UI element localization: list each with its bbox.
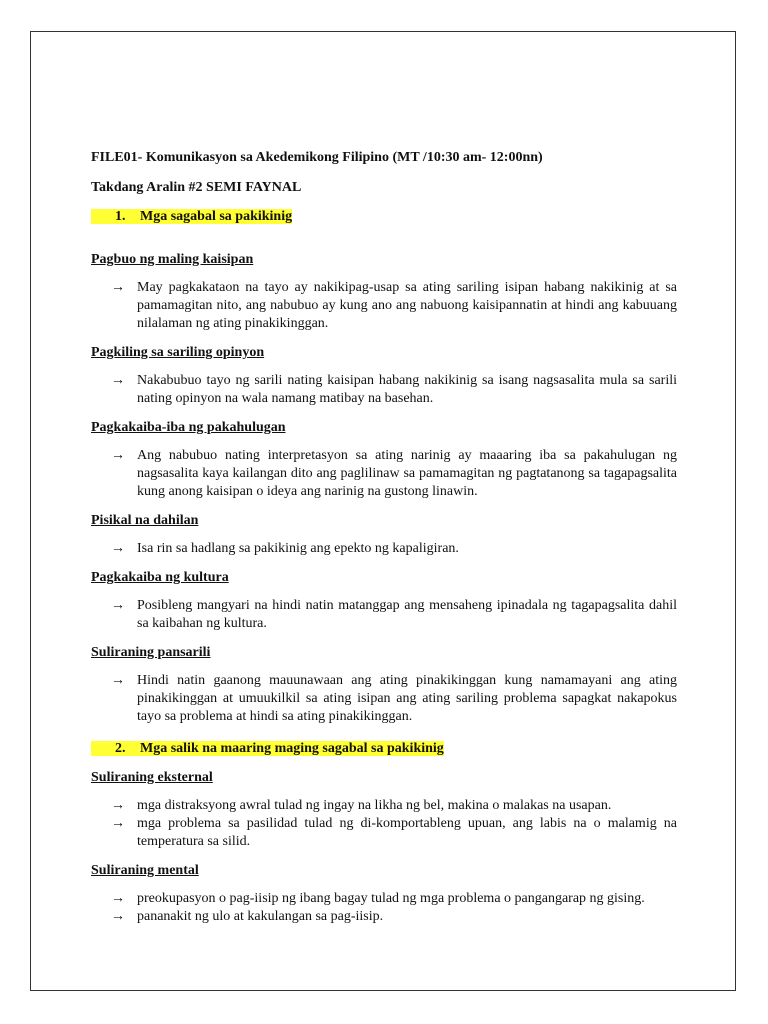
- bullet-text: Hindi natin gaanong mauunawaan ang ating pinakikinggan kung namamayani ang ating pinakikinggan at umuukilkil sa ating isipan ang ating sariling problema sapagkat nakapokus tayo sa problema at hindi sa ating pinakikinggan.: [137, 673, 677, 724]
- bullet-list: [91, 279, 677, 333]
- part-2-sections: [91, 769, 677, 926]
- part-1-sections: [91, 251, 677, 726]
- section-heading: Suliraning pansarili: [91, 645, 211, 660]
- bullet-text: Nakabubuo tayo ng sarili nating kaisipan habang nakikinig sa isang nagsasalita mula sa sarili nating opinyon na wala namang matibay na basehan.: [137, 373, 677, 406]
- course-title: FILE01- Komunikasyon sa Akedemikong Filipino (MT /10:30 am- 12:00nn): [91, 150, 543, 165]
- list-item: [91, 372, 677, 408]
- part-2-heading: [91, 740, 677, 758]
- bullet-list: [91, 540, 677, 558]
- list-item: [91, 279, 677, 333]
- list-item: [91, 672, 677, 726]
- section-heading: Pagkakaiba-iba ng pakahulugan: [91, 420, 286, 435]
- list-item: [91, 540, 677, 558]
- bullet-text: mga distraksyong awral tulad ng ingay na likha ng bel, makina o malakas na usapan.: [137, 798, 612, 813]
- bullet-text: pananakit ng ulo at kakulangan sa pag-iisip.: [137, 909, 384, 924]
- arrow-bullet-icon: →: [111, 373, 125, 388]
- section-heading: Pagkakaiba ng kultura: [91, 570, 229, 585]
- arrow-bullet-icon: →: [111, 541, 125, 556]
- arrow-bullet-icon: →: [111, 909, 125, 924]
- bullet-list: [91, 672, 677, 726]
- arrow-bullet-icon: →: [111, 891, 125, 906]
- arrow-bullet-icon: →: [111, 598, 125, 613]
- bullet-list: [91, 797, 677, 851]
- section-heading: Suliraning mental: [91, 863, 199, 878]
- bullet-text: mga problema sa pasilidad tulad ng di-komportableng upuan, ang labis na o malamig na temperatura sa silid.: [137, 816, 677, 849]
- bullet-list: [91, 890, 677, 926]
- section-heading: Pagkiling sa sariling opinyon: [91, 345, 265, 360]
- bullet-list: [91, 372, 677, 408]
- arrow-bullet-icon: →: [111, 673, 125, 688]
- bullet-text: preokupasyon o pag-iisip ng ibang bagay tulad ng mga problema o pangangarap ng gising.: [137, 891, 645, 906]
- part-2-number: 2.: [115, 741, 126, 756]
- part-1-number: 1.: [115, 209, 126, 224]
- section-heading: Pagbuo ng maling kaisipan: [91, 252, 254, 267]
- list-item: [91, 447, 677, 501]
- assignment-title: Takdang Aralin #2 SEMI FAYNAL: [91, 180, 302, 195]
- document-content: [91, 149, 677, 926]
- list-item: [91, 597, 677, 633]
- arrow-bullet-icon: →: [111, 448, 125, 463]
- arrow-bullet-icon: →: [111, 798, 125, 813]
- document-page: [30, 31, 736, 991]
- section-heading: Pisikal na dahilan: [91, 513, 199, 528]
- bullet-text: Isa rin sa hadlang sa pakikinig ang epekto ng kapaligiran.: [137, 541, 459, 556]
- list-item: [91, 890, 677, 908]
- bullet-list: [91, 597, 677, 633]
- part-1-heading: [91, 208, 677, 226]
- part-1-title: Mga sagabal sa pakikinig: [140, 209, 293, 224]
- part-2-title: Mga salik na maaring maging sagabal sa pakikinig: [140, 741, 444, 756]
- section-heading: Suliraning eksternal: [91, 770, 213, 785]
- bullet-text: May pagkakataon na tayo ay nakikipag-usap sa ating sariling isipan habang nakikinig at sa pamamagitan nito, ang nabubuo ay kung ano ang nabuong kaisipannatin at hindi ang kabuuang nilalaman ng ating pinakikinggan.: [137, 280, 677, 331]
- list-item: [91, 815, 677, 851]
- arrow-bullet-icon: →: [111, 280, 125, 295]
- arrow-bullet-icon: →: [111, 816, 125, 831]
- bullet-text: Posibleng mangyari na hindi natin matanggap ang mensaheng ipinadala ng tagapagsalita dahil sa kaibahan ng kultura.: [137, 598, 677, 631]
- bullet-list: [91, 447, 677, 501]
- list-item: [91, 797, 677, 815]
- list-item: [91, 908, 677, 926]
- bullet-text: Ang nabubuo nating interpretasyon sa ating narinig ay maaaring iba sa pakahulugan ng nagsasalita kaya kailangan dito ang paglilinaw sa pamamagitan ng pagtatanong sa tagapagsalita kung anong kaisipan o ideya ang narinig na gustong linawin.: [137, 448, 677, 499]
